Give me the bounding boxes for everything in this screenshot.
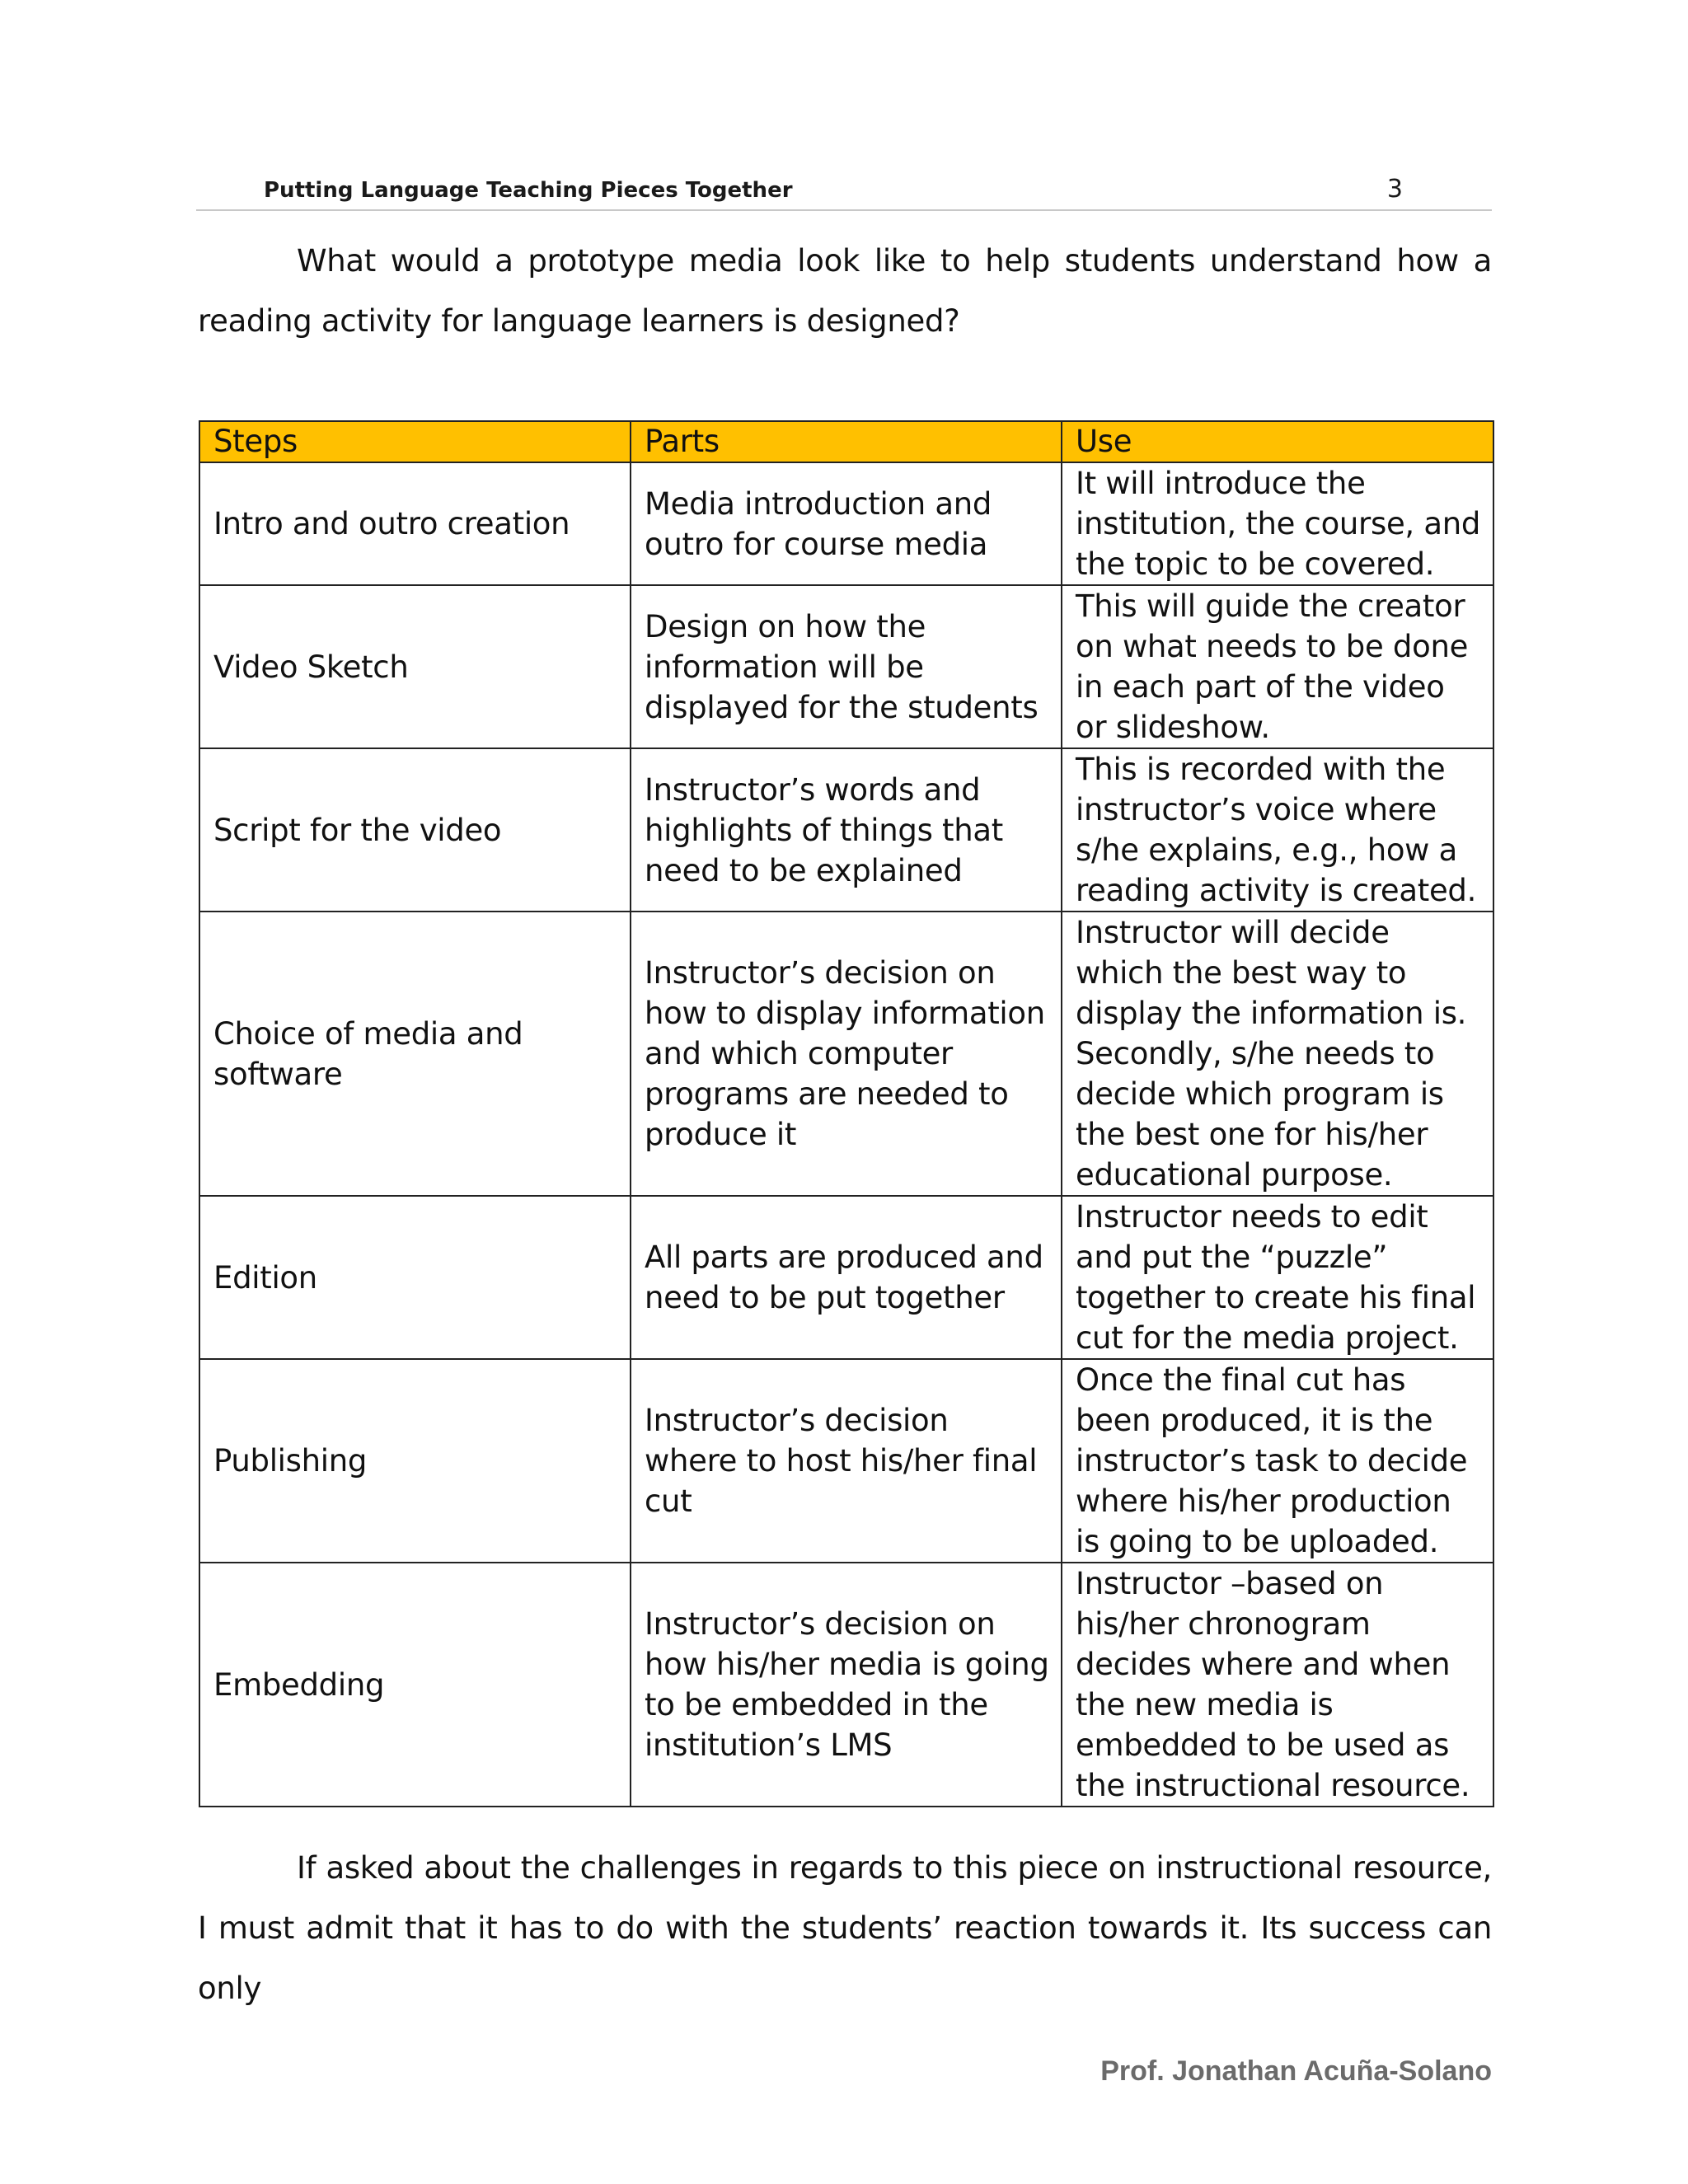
- use-cell: Instructor needs to edit and put the “puzzle” together to create his final cut for the media project.: [1062, 1196, 1493, 1359]
- step-cell: Script for the video: [199, 748, 631, 912]
- table-row: [199, 1196, 1493, 1359]
- column-header-steps: Steps: [199, 421, 631, 462]
- use-cell: This will guide the creator on what needs to be done in each part of the video or slideshow.: [1062, 585, 1493, 748]
- step-cell: Embedding: [199, 1563, 631, 1807]
- table-row: [199, 1359, 1493, 1563]
- table-row: [199, 912, 1493, 1196]
- intro-paragraph: [198, 231, 1492, 351]
- part-cell: Media introduction and outro for course media: [631, 462, 1062, 585]
- step-cell: Video Sketch: [199, 585, 631, 748]
- table-row: [199, 462, 1493, 585]
- table-row: [199, 1563, 1493, 1807]
- running-header: [196, 173, 1492, 211]
- running-head-title: Putting Language Teaching Pieces Together: [264, 178, 793, 203]
- table-header-row: [199, 421, 1493, 462]
- part-cell: All parts are produced and need to be put together: [631, 1196, 1062, 1359]
- use-cell: Instructor –based on his/her chronogram decides where and when the new media is embedded to be used as the instructional resource.: [1062, 1563, 1493, 1807]
- author-footer: Prof. Jonathan Acuña-Solano: [1100, 2055, 1492, 2087]
- column-header-use: Use: [1062, 421, 1493, 462]
- use-cell: Instructor will decide which the best way to display the information is. Secondly, s/he needs to decide which program is the best one for his/her educational purpose.: [1062, 912, 1493, 1196]
- intro-paragraph-text: What would a prototype media look like to help students understand how a reading activity for language learners is designed?: [198, 243, 1492, 339]
- part-cell: Instructor’s words and highlights of things that need to be explained: [631, 748, 1062, 912]
- part-cell: Instructor’s decision on how his/her media is going to be embedded in the institution’s LMS: [631, 1563, 1062, 1807]
- page-number: 3: [1386, 175, 1403, 204]
- part-cell: Instructor’s decision where to host his/her final cut: [631, 1359, 1062, 1563]
- steps-table: [199, 420, 1494, 1807]
- use-cell: This is recorded with the instructor’s voice where s/he explains, e.g., how a reading activity is created.: [1062, 748, 1493, 912]
- closing-paragraph: [198, 1838, 1492, 2018]
- column-header-parts: Parts: [631, 421, 1062, 462]
- step-cell: Edition: [199, 1196, 631, 1359]
- step-cell: Intro and outro creation: [199, 462, 631, 585]
- table-row: [199, 748, 1493, 912]
- table-row: [199, 585, 1493, 748]
- part-cell: Instructor’s decision on how to display information and which computer programs are needed to produce it: [631, 912, 1062, 1196]
- closing-paragraph-text: If asked about the challenges in regards to this piece on instructional resource, I must admit that it has to do with the students’ reaction towards it. Its success can only: [198, 1850, 1492, 2006]
- use-cell: It will introduce the institution, the course, and the topic to be covered.: [1062, 462, 1493, 585]
- part-cell: Design on how the information will be displayed for the students: [631, 585, 1062, 748]
- step-cell: Choice of media and software: [199, 912, 631, 1196]
- step-cell: Publishing: [199, 1359, 631, 1563]
- use-cell: Once the final cut has been produced, it is the instructor’s task to decide where his/her production is going to be uploaded.: [1062, 1359, 1493, 1563]
